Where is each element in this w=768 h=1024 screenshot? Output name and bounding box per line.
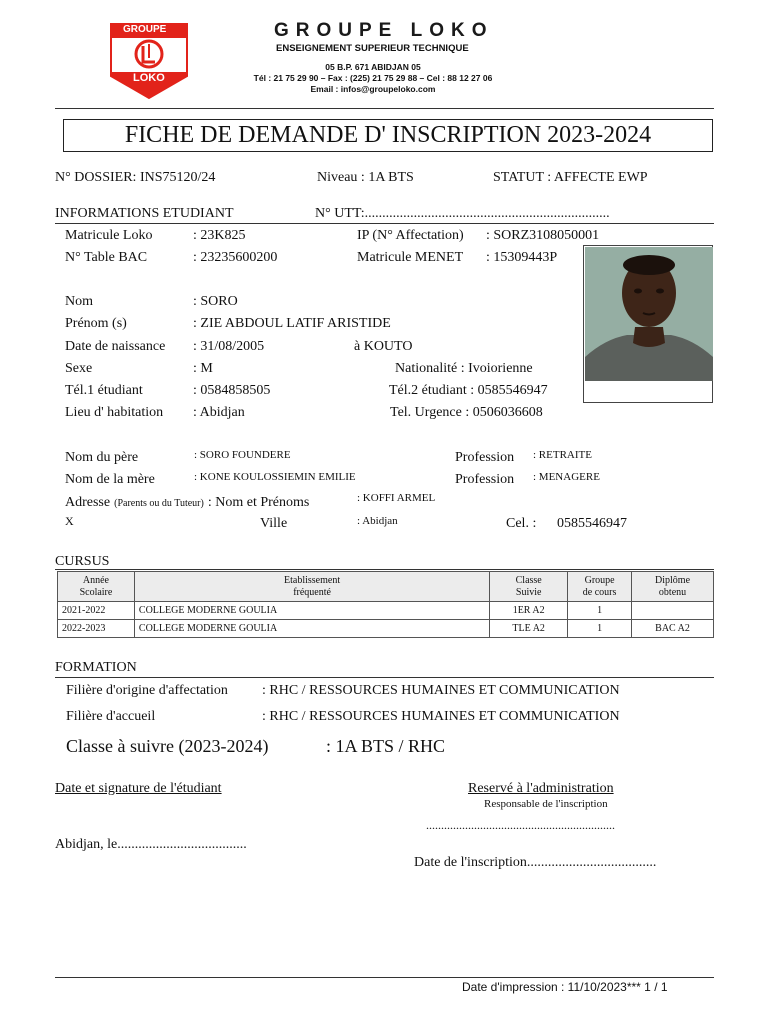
nationalite: Nationalité : Ivoiorienne — [395, 361, 533, 376]
header-divider — [55, 108, 714, 109]
lieu-naissance: à KOUTO — [354, 339, 413, 354]
utt-number: N° UTT:...................................................................... — [315, 206, 610, 221]
sexe-value: : M — [193, 361, 213, 376]
responsable-inscription: Responsable de l'inscription — [484, 798, 608, 810]
mere-value: : KONE KOULOSSIEMIN EMILIE — [194, 471, 356, 483]
date-inscription: Date de l'inscription..................................... — [414, 855, 657, 870]
tel1-label: Tél.1 étudiant — [65, 383, 143, 398]
classe-value: : 1A BTS / RHC — [326, 736, 446, 756]
matricule-menet-label: Matricule MENET — [357, 250, 464, 265]
filiere-accueil-label: Filière d'accueil — [66, 709, 156, 724]
cursus-header-annee: Année Scolaire — [58, 572, 135, 602]
title-box — [63, 119, 713, 152]
footer-divider — [55, 977, 714, 978]
matricule-loko-value: : 23K825 — [193, 228, 246, 243]
ip-value: : SORZ3108050001 — [486, 228, 600, 243]
signature-etudiant: Date et signature de l'étudiant — [55, 781, 222, 796]
pere-value: : SORO FOUNDERE — [194, 449, 291, 461]
logo-text-bottom: LOKO — [133, 72, 165, 84]
section-heading-cursus: CURSUS — [55, 554, 110, 569]
print-date: Date d'impression : 11/10/2023*** 1 / 1 — [462, 980, 668, 994]
mere-label: Nom de la mère — [65, 472, 155, 487]
pere-profession-label: Profession — [455, 450, 515, 465]
table-bac-value: : 23235600200 — [193, 250, 278, 265]
adresse-nom-value: : KOFFI ARMEL — [357, 492, 436, 504]
cursus-table — [57, 571, 714, 638]
pere-label: Nom du père — [65, 450, 139, 465]
adresse-note: (Parents ou du Tuteur) — [114, 498, 204, 509]
reserve-administration: Reservé à l'administration — [468, 781, 614, 796]
company-logo — [109, 22, 189, 100]
naissance-label: Date de naissance — [65, 339, 166, 354]
cel-label: Cel. : — [506, 516, 537, 531]
table-bac-label: N° Table BAC — [65, 250, 148, 265]
matricule-loko-label: Matricule Loko — [65, 228, 153, 243]
cell-etablissement: COLLEGE MODERNE GOULIA — [134, 620, 489, 638]
ville-label: Ville — [260, 516, 288, 531]
company-address: 05 B.P. 671 ABIDJAN 05 — [325, 62, 421, 72]
logo-text-top: GROUPE — [123, 24, 167, 35]
cursus-header-row — [58, 572, 714, 602]
student-photo — [583, 245, 713, 403]
info-divider — [55, 223, 714, 224]
responsable-dots: ............................................................... — [426, 818, 615, 832]
cursus-header-etablissement: Etablissement fréquenté — [134, 572, 489, 602]
cursus-divider — [55, 569, 714, 570]
prenom-value: : ZIE ABDOUL LATIF ARISTIDE — [193, 316, 391, 331]
nom-label: Nom — [65, 294, 93, 309]
prenom-label: Prénom (s) — [65, 316, 127, 331]
abidjan-date: Abidjan, le..................................... — [55, 837, 247, 852]
tel1-value: : 0584858505 — [193, 383, 271, 398]
cursus-header-groupe: Groupe de cours — [568, 572, 632, 602]
habitation-label: Lieu d' habitation — [65, 405, 164, 420]
adresse-label: Adresse — [65, 495, 111, 510]
statut: STATUT : AFFECTE EWP — [493, 170, 648, 185]
cel-value: 0585546947 — [557, 516, 627, 531]
habitation-value: : Abidjan — [193, 405, 245, 420]
tel-urgence: Tel. Urgence : 0506036608 — [390, 405, 543, 420]
mere-profession-value: : MENAGERE — [533, 471, 600, 483]
company-email: Email : infos@groupeloko.com — [310, 84, 436, 94]
mere-profession-label: Profession — [455, 472, 515, 487]
niveau: Niveau : 1A BTS — [317, 170, 414, 185]
cell-groupe: 1 — [568, 620, 632, 638]
cursus-header-classe: Classe Suivie — [490, 572, 568, 602]
section-heading-formation: FORMATION — [55, 660, 137, 675]
naissance-value: : 31/08/2005 — [193, 339, 265, 354]
adresse-line — [65, 493, 309, 511]
cell-classe: 1ER A2 — [490, 602, 568, 620]
company-subtitle: ENSEIGNEMENT SUPERIEUR TECHNIQUE — [276, 43, 469, 54]
cell-diplome — [632, 602, 714, 620]
dossier-number: N° DOSSIER: INS75120/24 — [55, 170, 216, 185]
table-row — [58, 602, 714, 620]
ville-value: : Abidjan — [357, 515, 398, 527]
ip-label: IP (N° Affectation) — [357, 228, 464, 243]
cell-annee: 2021-2022 — [58, 602, 135, 620]
table-row — [58, 620, 714, 638]
cell-annee: 2022-2023 — [58, 620, 135, 638]
cell-etablissement: COLLEGE MODERNE GOULIA — [134, 602, 489, 620]
filiere-origine-label: Filière d'origine d'affectation — [66, 683, 228, 698]
section-heading-info: INFORMATIONS ETUDIANT — [55, 206, 234, 221]
pere-profession-value: : RETRAITE — [533, 449, 592, 461]
filiere-origine-value: : RHC / RESSOURCES HUMAINES ET COMMUNICATION — [262, 683, 620, 698]
sexe-label: Sexe — [65, 361, 93, 376]
cell-groupe: 1 — [568, 602, 632, 620]
page-title: FICHE DE DEMANDE D' INSCRIPTION 2023-2024 — [124, 122, 652, 148]
matricule-menet-value: : 15309443P — [486, 250, 558, 265]
x-mark: X — [65, 514, 74, 528]
classe-label: Classe à suivre (2023-2024) — [66, 736, 269, 756]
company-phone: Tél : 21 75 29 90 – Fax : (225) 21 75 29 88 – Cel : 88 12 27 06 — [253, 73, 493, 83]
cursus-header-diplome: Diplôme obtenu — [632, 572, 714, 602]
nom-value: : SORO — [193, 294, 238, 309]
cell-classe: TLE A2 — [490, 620, 568, 638]
company-name: GROUPE LOKO — [274, 20, 494, 41]
adresse-nom-label: : Nom et Prénoms — [207, 495, 310, 510]
cell-diplome: BAC A2 — [632, 620, 714, 638]
formation-divider — [55, 677, 714, 678]
tel2: Tél.2 étudiant : 0585546947 — [389, 383, 548, 398]
filiere-accueil-value: : RHC / RESSOURCES HUMAINES ET COMMUNICATION — [262, 709, 620, 724]
